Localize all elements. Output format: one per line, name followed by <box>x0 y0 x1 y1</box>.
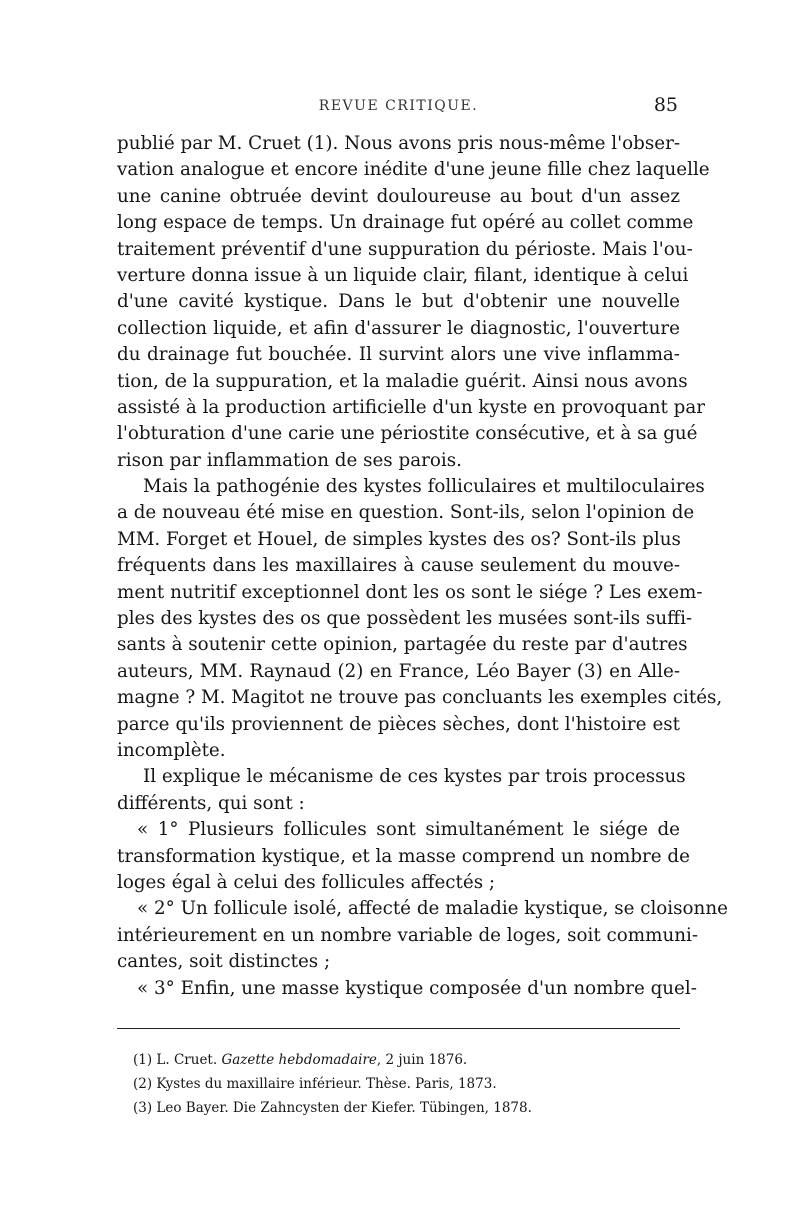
text-line: incomplète. <box>117 739 226 761</box>
footnote-divider <box>117 1028 680 1029</box>
text-line: différents, qui sont : <box>117 792 305 814</box>
text-line: intérieurement en un nombre variable de loges, soit communi- <box>117 924 699 946</box>
text-line: d'une cavité kystique. Dans le but d'obtenir une nouvelle <box>117 291 680 313</box>
running-title: REVUE CRITIQUE. <box>318 98 479 114</box>
text-line: auteurs, MM. Raynaud (2) en France, Léo Bayer (3) en Alle- <box>117 660 680 682</box>
text-line: MM. Forget et Houel, de simples kystes des os? Sont-ils plus <box>117 528 681 550</box>
text-line: transformation kystique, et la masse comprend un nombre de <box>117 845 690 867</box>
quote-line: « 3° Enfin, une masse kystique composée d'un nombre quel- <box>137 977 697 999</box>
text-line: magne ? M. Magitot ne trouve pas concluants les exemples cités, <box>117 687 723 709</box>
page-number: 85 <box>653 94 678 116</box>
text-line: l'obturation d'une carie une périostite consécutive, et à sa gué <box>117 423 698 445</box>
text-line: fréquents dans les maxillaires à cause seulement du mouve- <box>117 555 680 577</box>
paragraph-start-line: Il explique le mécanisme de ces kystes par trois processus <box>143 766 686 788</box>
text-line: verture donna issue à un liquide clair, filant, identique à celui <box>117 264 689 286</box>
text-line: traitement préventif d'une suppuration du périoste. Mais l'ou- <box>117 238 693 260</box>
text-line: assisté à la production artificielle d'un kyste en provoquant par <box>117 396 706 418</box>
text-line: sants à soutenir cette opinion, partagée du reste par d'autres <box>117 634 688 656</box>
text-line: parce qu'ils proviennent de pièces sèches, dont l'histoire est <box>117 713 680 735</box>
footnote <box>133 1096 678 1120</box>
footnote-text: (3) Leo Bayer. Die Zahncysten der Kiefer. Tübingen, 1878. <box>133 1100 532 1116</box>
footnotes <box>133 1048 678 1120</box>
text-line: collection liquide, et afin d'assurer le diagnostic, l'ouverture <box>117 317 680 339</box>
footnote <box>133 1048 678 1072</box>
paragraph-start-line: Mais la pathogénie des kystes folliculaires et multiloculaires <box>143 476 705 498</box>
text-line: long espace de temps. Un drainage fut opéré au collet comme <box>117 212 694 234</box>
text-line: loges égal à celui des follicules affectés ; <box>117 871 496 893</box>
text-line: rison par inflammation de ses parois. <box>117 449 462 471</box>
body-text <box>117 131 728 1002</box>
page-header <box>117 94 680 118</box>
footnote-text: , 2 juin 1876. <box>376 1052 468 1068</box>
text-line: publié par M. Cruet (1). Nous avons pris nous-même l'obser- <box>117 133 680 154</box>
text-line: une canine obtruée devint douloureuse au bout d'un assez <box>117 185 680 207</box>
text-line: ples des kystes des os que possèdent les musées sont-ils suffi- <box>117 608 693 630</box>
text-line: a de nouveau été mise en question. Sont-ils, selon l'opinion de <box>117 502 695 524</box>
footnote-journal-title: Gazette hebdomadaire <box>221 1052 377 1068</box>
footnote <box>133 1072 678 1096</box>
text-line: vation analogue et encore inédite d'une jeune fille chez laquelle <box>117 159 710 181</box>
text-line: du drainage fut bouchée. Il survint alors une vive inflamma- <box>117 344 680 366</box>
footnote-text: (1) L. Cruet. <box>133 1052 222 1068</box>
quote-line: « 2° Un follicule isolé, affecté de maladie kystique, se cloisonne <box>137 898 728 920</box>
footnote-text: (2) Kystes du maxillaire inférieur. Thèse. Paris, 1873. <box>133 1076 497 1092</box>
text-line: ment nutritif exceptionnel dont les os sont le siége ? Les exem- <box>117 581 703 603</box>
quote-line: « 1° Plusieurs follicules sont simultanément le siége de <box>137 819 680 841</box>
text-line: tion, de la suppuration, et la maladie guérit. Ainsi nous avons <box>117 370 688 392</box>
text-line: cantes, soit distinctes ; <box>117 951 331 973</box>
